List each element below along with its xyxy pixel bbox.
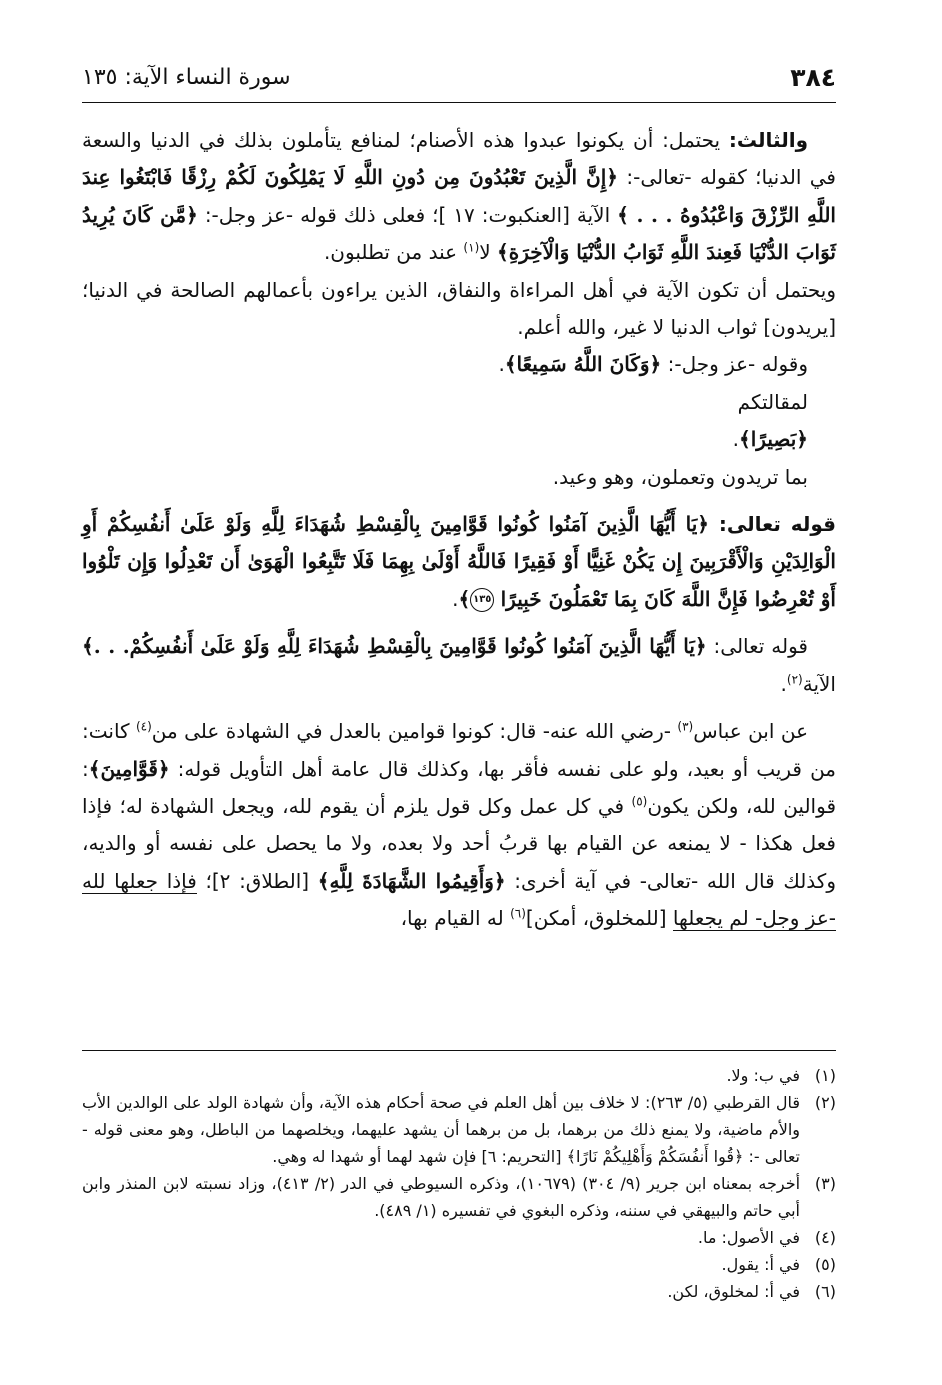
text-run: .: [452, 586, 459, 611]
footnote-ref: (٣): [677, 719, 694, 734]
text-run: [الطلاق: ٢]؛: [196, 868, 318, 893]
quran-quote: ﴿وَأَقِيمُوا الشَّهَادَةَ لِلَّهِ﴾: [317, 868, 506, 893]
footnote-text: في أ: لمخلوق، لكن.: [667, 1282, 800, 1301]
quran-verse: ﴿يَا أَيُّهَا الَّذِينَ آمَنُوا كُونُوا قَوَّامِينَ بِالْقِسْطِ شُهَدَاءَ لِلَّهِ وَلَوْ عَلَىٰ أَنفُسِكُمْ أَوِ الْوَالِدَيْنِ وَالْأَقْرَبِينَ إِن يَكُنْ غَنِيًّا أَوْ فَقِيرًا فَاللَّهُ أَوْلَىٰ بِهِمَا فَلَا تَتَّبِعُوا الْهَوَىٰ أَن تَعْدِلُوا وَإِن تَلْوُوا أَوْ تُعْرِضُوا فَإِنَّ اللَّهَ كَانَ بِمَا تَعْمَلُونَ خَبِيرًا: [82, 512, 836, 611]
header-divider: [82, 102, 836, 103]
footnote-ref: (٢): [786, 672, 803, 687]
footnote-item: [82, 1224, 836, 1251]
text-run: في كل عمل وكل قول يلزم أن يقوم لله، ويجعل الشهادة له؛ فإذا فعل هكذا - لا يمنعه عن القيام بها قربُ أحد ولا بعده، ولا ما يحصل على نفسه أو والديه، وكذلك قال الله -تعالى- في آية أخرى:: [82, 793, 836, 893]
book-page: [82, 50, 836, 1340]
footnote-text: في أ: يقول.: [721, 1255, 800, 1274]
paragraph-verse-commentary: [82, 628, 836, 703]
paragraph-maqalatikum: لمقالتكم: [737, 389, 808, 414]
footnote-number: (٣): [814, 1174, 836, 1193]
footnote-number: (٢): [814, 1093, 836, 1112]
text-run: .: [732, 427, 740, 452]
quran-quote: ﴿قَوَّامِينَ﴾: [88, 756, 170, 781]
footnote-number: (١): [814, 1066, 836, 1085]
paragraph-lead: والثالث:: [728, 128, 808, 152]
footnote-ref: (٦): [510, 906, 526, 921]
paragraph-sami: [82, 346, 836, 383]
text-run: عند من تطلبون.: [323, 240, 464, 265]
quran-quote: ﴿إِنَّ الَّذِينَ تَعْبُدُونَ مِن دُونِ اللَّهِ لَا يَمْلِكُونَ لَكُمْ رِزْقًا فَابْتَغُوا عِندَ اللَّهِ الرِّزْقَ وَاعْبُدُوهُ . . . ﴾: [82, 165, 836, 227]
text-run: له القيام بها،: [400, 906, 511, 931]
verse-block: [82, 506, 836, 618]
text-run: .: [780, 671, 787, 696]
footnote-item: [82, 1251, 836, 1278]
footnote-item: [82, 1062, 836, 1089]
text-run: -رضي الله عنه- قال: كونوا قوامين بالعدل في الشهادة على من: [151, 719, 678, 744]
text-run: .: [498, 352, 505, 377]
paragraph-third-interpretation: [82, 122, 836, 272]
quran-verse-close: ﴾: [458, 586, 471, 611]
text-run: كانت: من قريب أو بعيد، ولو على نفسه فأقر بها، وكذلك قال عامة أهل التأويل قوله:: [82, 719, 836, 781]
quran-quote: ﴿وَكَانَ اللَّهُ سَمِيعًا﴾: [504, 352, 662, 377]
quran-quote: ﴿بَصِيرًا﴾: [739, 427, 808, 452]
quran-quote: ﴿يَا أَيُّهَا الَّذِينَ آمَنُوا كُونُوا قَوَّامِينَ بِالْقِسْطِ شُهَدَاءَ لِلَّهِ وَلَوْ عَلَىٰ أَنفُسِكُمْ. . .﴾: [82, 634, 707, 659]
verse-lead: قوله تعالى:: [718, 512, 836, 537]
footnote-text: قال القرطبي (٥/ ٢٦٣): لا خلاف بين أهل العلم في صحة أحكام هذه الآية، وأن شهادة الولد على الوالدين الأب والأم ماضية، ولا يمنع ذلك من برهما، بل من برهما أن يشهد عليهما، ويخلصهما من الباطل، وهو معنى قوله - تعالى -: ﴿قُوا أَنفُسَكُمْ وَأَهْلِيكُمْ نَارًا﴾ [التحريم: ٦] فإن شهد لهما أو شهدا له وهي.: [82, 1093, 800, 1166]
text-run: وقوله -عز وجل-:: [661, 352, 808, 377]
main-text: [82, 122, 836, 938]
text-run: [للمخلوق، أمكن]: [525, 906, 673, 931]
quran-quote: ﴿مَّن كَانَ يُرِيدُ ثَوَابَ الدُّنْيَا فَعِندَ اللَّهِ ثَوَابُ الدُّنْيَا وَالْآخِرَةِ﴾: [82, 202, 836, 265]
underlined-text: فإذا جعلها لله -عز وجل- لم يجعلها: [82, 868, 836, 931]
text-run: الآية: [802, 671, 836, 696]
footnote-ref: (٥): [631, 794, 648, 809]
paragraph-basir: [82, 421, 836, 458]
footnote-ref: (١): [463, 240, 480, 255]
footnote-number: (٤): [814, 1228, 836, 1247]
footnote-text: أخرجه بمعناه ابن جرير (٩/ ٣٠٤) (١٠٦٧٩)، وذكره السيوطي في الدر (٢/ ٤١٣)، وزاد نسبته لابن المنذر وابن أبي حاتم والبيهقي في سننه، وذكره البغوي في تفسيره (١/ ٤٨٩).: [82, 1174, 801, 1220]
text-run: قوله تعالى:: [706, 634, 808, 659]
ayah-number-marker: ١٣٥: [470, 588, 494, 612]
paragraph-threat: بما تريدون وتعملون، وهو وعيد.: [552, 464, 808, 489]
text-run: الآية [العنكبوت: ١٧ ]؛ فعلى ذلك قوله -عز وجل-:: [197, 202, 618, 227]
paragraph-hypocrisy: ويحتمل أن تكون الآية في أهل المراءاة والنفاق، الذين يراءون بأعمالهم الصالحة في الدنيا؛ [يريدون] ثواب الدنيا لا غير، والله أعلم.: [82, 277, 836, 340]
footnote-number: (٥): [814, 1255, 836, 1274]
page-header: [82, 58, 836, 98]
footnote-item: [82, 1089, 836, 1170]
footnotes: [82, 1062, 836, 1305]
text-run: يحتمل: أن يكونوا عبدوا هذه الأصنام؛ لمنافع يتأملون بذلك في الدنيا والسعة في الدنيا؛ كقوله -تعالى-:: [82, 128, 836, 190]
footnote-item: [82, 1278, 836, 1305]
page-number: ٣٨٤: [790, 63, 836, 92]
text-run: عن ابن عباس: [693, 719, 808, 744]
footnote-item: [82, 1170, 836, 1224]
footnote-text: في الأصول: ما.: [697, 1228, 800, 1247]
footnote-ref: (٤): [135, 719, 152, 734]
running-title: سورة النساء الآية: ١٣٥: [82, 65, 291, 90]
footnote-number: (٦): [814, 1282, 836, 1301]
text-run: : قوالين لله، ولكن يكون: [82, 756, 836, 818]
paragraph-ibn-abbas: [82, 713, 836, 937]
text-run: لا: [479, 240, 498, 265]
footnote-text: في ب: ولا.: [726, 1066, 800, 1085]
footnote-divider: [82, 1050, 836, 1051]
